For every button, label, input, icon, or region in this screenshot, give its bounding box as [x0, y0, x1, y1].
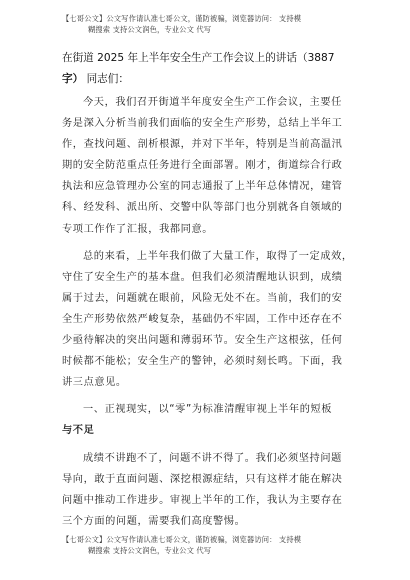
paragraph-line: 问题中推动工作进步。审视上半年的工作，我认为主要存在	[62, 494, 343, 506]
section-heading-line-1: 一、正视现实，以“零”为标准清醒审视上半年的短板	[83, 404, 333, 416]
salutation: 同志们：	[86, 73, 129, 85]
footer-banner-line-1: 【七哥公文】公文写作请认准七哥公文，谨防被骗，浏览器访问： 支持模	[62, 535, 302, 544]
paragraph-line: 三个方面的问题，需要我们高度警惕。	[62, 515, 246, 527]
header-banner-line-1: 【七哥公文】公文写作请认准七哥公文，谨防被骗，浏览器访问： 支持模	[62, 14, 302, 23]
paragraph-3	[62, 448, 358, 532]
paragraph-line: 作，查找问题、剖析根源，并对下半年，特别是当前高温汛	[62, 139, 343, 151]
paragraph-line: 讲三点意见。	[62, 377, 127, 389]
paragraph-line: 导向，敢于直面问题、深挖根源症结，只有这样才能在解决	[62, 473, 343, 485]
paragraph-line: 今天，我们召开街道半年度安全生产工作会议，主要任	[83, 97, 342, 108]
document-title	[62, 48, 362, 90]
section-heading-1	[62, 399, 358, 441]
paragraph-line: 专项工作作了汇报，我都同意。	[62, 223, 214, 235]
title-line-1: 在街道 2025 年上半年安全生产工作会议上的讲话（3887	[62, 52, 335, 64]
paragraph-line: 时候都不能松；安全生产的警钟，必须时刻长鸣。下面，我	[62, 356, 343, 368]
title-line-2	[62, 69, 362, 90]
paragraph-line: 守住了安全生产的基本盘。但我们必须清醒地认识到，成绩	[62, 271, 343, 283]
paragraph-line: 执法和应急管理办公室的同志通报了上半年总体情况，建管	[62, 181, 343, 193]
paragraph-line: 期的安全防范重点任务进行全面部署。刚才，街道综合行政	[62, 160, 343, 172]
header-banner	[62, 13, 362, 35]
title-word-count-suffix: 字）	[62, 73, 84, 85]
paragraph-line: 务是深入分析当前我们面临的安全生产形势，总结上半年工	[62, 118, 343, 130]
footer-banner-line-2: 糊搜索 支持公文润色，专业公文 代写	[88, 546, 212, 555]
paragraph-line: 成绩不讲跑不了，问题不讲不得了。我们必须坚持问题	[83, 452, 342, 464]
header-banner-line-2: 糊搜索 支持公文润色，专业公文 代写	[88, 25, 212, 34]
section-heading-line-2: 与不足	[62, 425, 95, 437]
paragraph-line: 科、经发科、派出所、交警中队等部门也分别就各自领域的	[62, 202, 343, 214]
paragraph-1	[62, 92, 358, 240]
paragraph-line: 属于过去，问题就在眼前，风险无处不在。当前，我们的安	[62, 292, 343, 304]
paragraph-line: 总的来看，上半年我们做了大量工作，取得了一定成效，	[83, 250, 353, 262]
paragraph-line: 少亟待解决的突出问题和薄弱环节。安全生产这根弦，任何	[62, 335, 343, 347]
footer-banner	[62, 534, 362, 556]
document-body	[62, 92, 358, 538]
paragraph-2	[62, 246, 358, 394]
paragraph-line: 全生产形势依然严峻复杂，基础仍不牢固，工作中还存在不	[62, 313, 343, 325]
